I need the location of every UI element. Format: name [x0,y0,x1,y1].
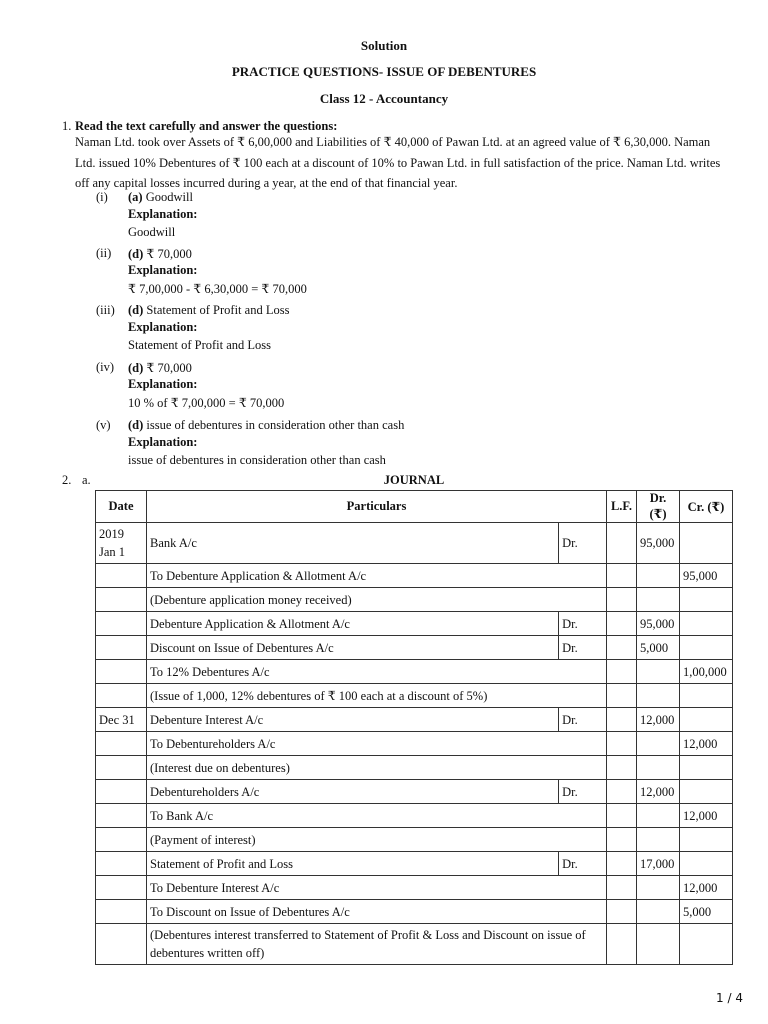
cell-cr: 5,000 [680,900,733,924]
journal-body [96,523,733,965]
cell-dr-mark: Dr. [559,852,607,876]
journal-header-row [96,491,733,523]
cell-lf [607,684,637,708]
cell-date [96,828,147,852]
answer-text: issue of debentures in consideration other than cash [146,418,405,432]
cell-dr [637,564,680,588]
cell-dr [637,828,680,852]
journal-table [95,490,733,965]
answer-roman: (iv) [96,360,115,374]
table-row [96,588,733,612]
table-row [96,708,733,732]
cell-particulars: Debenture Application & Allotment A/c [147,612,559,636]
answer-option: (d) [128,247,144,261]
cell-particulars: To Debenture Interest A/c [147,876,607,900]
answer-roman: (v) [96,418,111,432]
cell-date [96,876,147,900]
explanation-label: Explanation: [128,377,198,391]
cell-lf [607,756,637,780]
cell-particulars: To Bank A/c [147,804,607,828]
table-row [96,636,733,660]
cell-dr-mark: Dr. [559,780,607,804]
cell-lf [607,900,637,924]
table-row [96,612,733,636]
column-header-particulars: Particulars [147,491,607,523]
table-row [96,660,733,684]
answer-text: Goodwill [145,190,193,204]
cell-date [96,900,147,924]
answer-option: (d) [128,303,144,317]
table-row [96,828,733,852]
cell-particulars: (Issue of 1,000, 12% debentures of ₹ 100 each at a discount of 5%) [147,684,607,708]
cell-date [96,780,147,804]
cell-lf [607,876,637,900]
table-row [96,900,733,924]
cell-lf [607,523,637,564]
cell-cr [680,684,733,708]
question-number: 1. [62,119,72,133]
cell-lf [607,828,637,852]
question-part: a. [82,473,91,487]
cell-lf [607,660,637,684]
cell-date: Dec 31 [96,708,147,732]
column-header-date: Date [96,491,147,523]
solution-heading: Solution [360,38,408,53]
cell-particulars: To Discount on Issue of Debentures A/c [147,900,607,924]
cell-dr [637,804,680,828]
cell-date [96,660,147,684]
page-subtitle: Class 12 - Accountancy [319,91,449,106]
page-number: 1 / 4 [716,991,743,1005]
cell-particulars: (Debenture application money received) [147,588,607,612]
answer-roman: (i) [96,190,108,204]
cell-lf [607,708,637,732]
table-row [96,780,733,804]
cell-cr: 1,00,000 [680,660,733,684]
cell-dr [637,684,680,708]
cell-dr: 95,000 [637,612,680,636]
cell-date [96,588,147,612]
explanation-text: 10 % of ₹ 7,00,000 = ₹ 70,000 [128,396,285,410]
cell-particulars: Bank A/c [147,523,559,564]
cell-dr-mark: Dr. [559,708,607,732]
cell-dr [637,588,680,612]
explanation-text: Goodwill [128,225,176,239]
answer-text: ₹ 70,000 [146,361,192,375]
cell-cr [680,588,733,612]
cell-cr: 12,000 [680,876,733,900]
cell-lf [607,804,637,828]
question-passage: Naman Ltd. took over Assets of ₹ 6,00,000 and Liabilities of ₹ 40,000 of Pawan Ltd. at an agreed value of ₹ 6,30,000. Naman Ltd. issued 10% Debentures of ₹ 100 each at a discount of 10% to Pawan Ltd. in full satisfaction of the price. Naman Ltd. writes off any capital losses incurred during a year, at the end of that financial year. [75,135,721,190]
page-title: PRACTICE QUESTIONS- ISSUE OF DEBENTURES [231,64,537,79]
cell-dr: 12,000 [637,780,680,804]
cell-cr: 12,000 [680,804,733,828]
cell-date [96,684,147,708]
answer-text: Statement of Profit and Loss [146,303,290,317]
cell-cr [680,924,733,965]
cell-date [96,612,147,636]
answer-text: ₹ 70,000 [146,247,192,261]
cell-cr [680,636,733,660]
cell-dr: 12,000 [637,708,680,732]
cell-date [96,756,147,780]
cell-dr: 5,000 [637,636,680,660]
cell-date [96,924,147,965]
answer-option: (d) [128,361,144,375]
cell-dr [637,924,680,965]
cell-particulars: Statement of Profit and Loss [147,852,559,876]
table-row [96,876,733,900]
cell-lf [607,852,637,876]
journal-title: JOURNAL [383,473,445,487]
cell-date [96,636,147,660]
column-header-cr: Cr. (₹) [680,491,733,523]
table-row [96,804,733,828]
cell-particulars: Debentureholders A/c [147,780,559,804]
cell-particulars: Discount on Issue of Debentures A/c [147,636,559,660]
cell-lf [607,564,637,588]
cell-dr [637,660,680,684]
cell-lf [607,780,637,804]
cell-particulars: Debenture Interest A/c [147,708,559,732]
question-heading: Read the text carefully and answer the questions: [75,119,338,133]
explanation-text: issue of debentures in consideration other than cash [128,453,386,467]
cell-dr [637,900,680,924]
cell-cr [680,756,733,780]
cell-cr [680,828,733,852]
cell-date [96,804,147,828]
cell-lf [607,588,637,612]
cell-dr: 95,000 [637,523,680,564]
answer-roman: (ii) [96,246,112,260]
cell-dr-mark: Dr. [559,636,607,660]
explanation-label: Explanation: [128,435,198,449]
explanation-label: Explanation: [128,263,198,277]
answer-option: (a) [128,190,143,204]
cell-date [96,852,147,876]
explanation-label: Explanation: [128,207,198,221]
cell-lf [607,924,637,965]
cell-particulars: (Payment of interest) [147,828,607,852]
table-row [96,924,733,965]
cell-cr [680,612,733,636]
table-row [96,523,733,564]
answer-roman: (iii) [96,303,115,317]
cell-dr [637,876,680,900]
cell-particulars: (Debentures interest transferred to Statement of Profit & Loss and Discount on issue of debentures written off) [147,924,607,965]
column-header-lf: L.F. [607,491,637,523]
cell-date [96,564,147,588]
table-row [96,852,733,876]
answer-option: (d) [128,418,144,432]
cell-particulars: (Interest due on debentures) [147,756,607,780]
table-row [96,564,733,588]
cell-lf [607,732,637,756]
cell-particulars: To 12% Debentures A/c [147,660,607,684]
cell-dr-mark: Dr. [559,612,607,636]
column-header-dr: Dr. (₹) [637,491,680,523]
cell-cr [680,852,733,876]
explanation-text: ₹ 7,00,000 - ₹ 6,30,000 = ₹ 70,000 [128,282,307,296]
table-row [96,684,733,708]
cell-dr [637,756,680,780]
cell-cr: 12,000 [680,732,733,756]
cell-cr: 95,000 [680,564,733,588]
cell-lf [607,636,637,660]
cell-cr [680,708,733,732]
table-row [96,732,733,756]
table-row [96,756,733,780]
cell-date: 2019 Jan 1 [96,523,147,564]
cell-dr [637,732,680,756]
cell-dr-mark: Dr. [559,523,607,564]
cell-lf [607,612,637,636]
cell-cr [680,780,733,804]
explanation-text: Statement of Profit and Loss [128,338,272,352]
question-number: 2. [62,473,72,487]
cell-cr [680,523,733,564]
cell-date [96,732,147,756]
explanation-label: Explanation: [128,320,198,334]
cell-dr: 17,000 [637,852,680,876]
cell-particulars: To Debentureholders A/c [147,732,607,756]
cell-particulars: To Debenture Application & Allotment A/c [147,564,607,588]
